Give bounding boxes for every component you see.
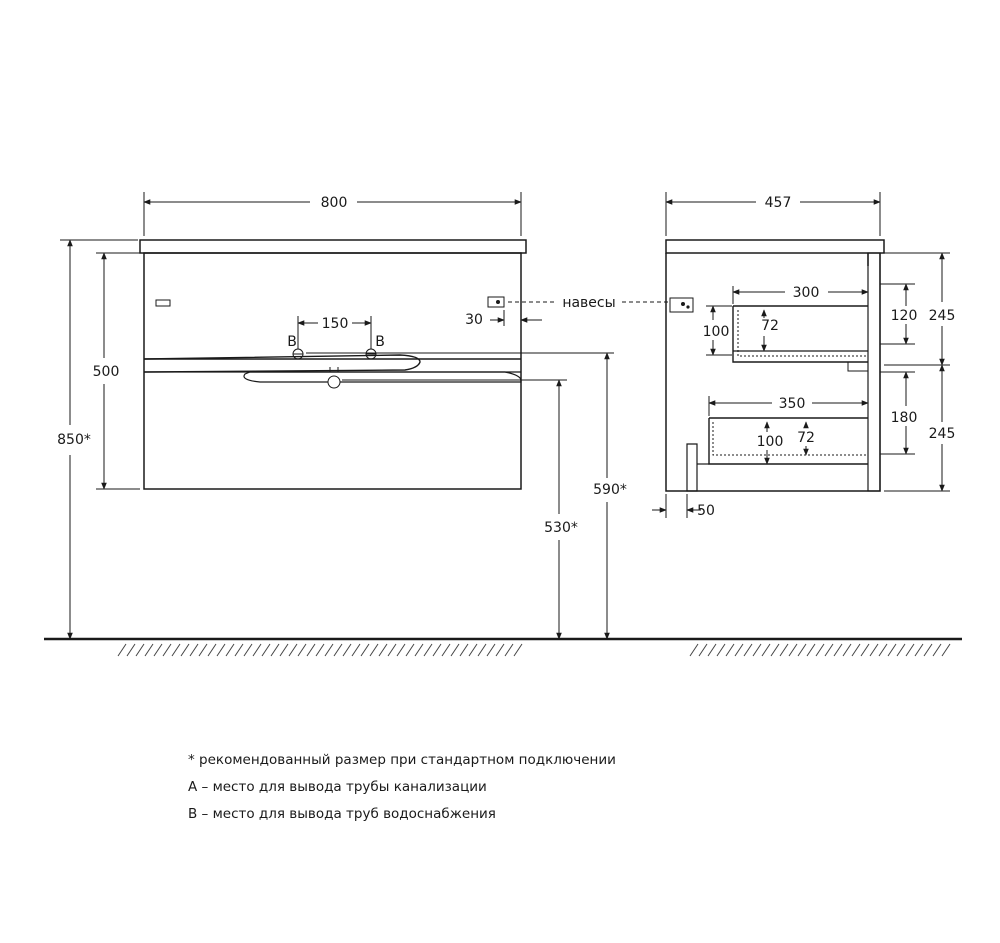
hatch-line	[789, 644, 797, 656]
lower-drawer-box	[709, 418, 868, 464]
hatch-line	[798, 644, 806, 656]
lower-section-height-label: 245	[928, 426, 956, 442]
hatch-line	[870, 644, 878, 656]
hatch-line	[753, 644, 761, 656]
hatch-line	[505, 644, 513, 656]
total-height-label: 850*	[57, 432, 91, 448]
hatch-line	[208, 644, 216, 656]
legend-notes	[188, 750, 616, 831]
hatch-line	[460, 644, 468, 656]
hatch-line	[316, 644, 324, 656]
hatch-line	[762, 644, 770, 656]
hatch-line	[888, 644, 896, 656]
floor-hatching-right	[690, 644, 950, 656]
upper-drawer-side-label: 72	[761, 318, 779, 334]
front-details	[156, 297, 504, 388]
hatch-line	[744, 644, 752, 656]
hatch-line	[181, 644, 189, 656]
hatch-line	[933, 644, 941, 656]
hatch-line	[163, 644, 171, 656]
hatch-line	[942, 644, 950, 656]
hatch-line	[906, 644, 914, 656]
hatch-line	[852, 644, 860, 656]
hatch-line	[406, 644, 414, 656]
hinge-offset-label: 30	[465, 312, 483, 328]
upper-drawer-box	[733, 306, 868, 362]
hatch-line	[217, 644, 225, 656]
hatch-line	[717, 644, 725, 656]
hatch-line	[298, 644, 306, 656]
hatch-line	[190, 644, 198, 656]
hatch-line	[118, 644, 126, 656]
lower-drawer-height-label: 180	[890, 410, 918, 426]
hatch-line	[424, 644, 432, 656]
supply-height-label: 590*	[593, 482, 627, 498]
toe-offset-label: 50	[697, 503, 715, 519]
hatch-line	[843, 644, 851, 656]
hatch-line	[780, 644, 788, 656]
countertop-front	[140, 240, 526, 253]
front-view-cabinet	[140, 240, 526, 489]
hatch-line	[136, 644, 144, 656]
countertop-side	[666, 240, 884, 253]
waste-a-icon	[328, 376, 340, 388]
waste-height-label: 530*	[544, 520, 578, 536]
hatch-line	[244, 644, 252, 656]
lower-drawer-side-label: 72	[797, 430, 815, 446]
hatch-line	[442, 644, 450, 656]
body-height-label: 500	[92, 364, 120, 380]
hatch-line	[879, 644, 887, 656]
hatch-line	[699, 644, 707, 656]
floor-hatching-left	[118, 644, 522, 656]
hatch-line	[478, 644, 486, 656]
hatch-line	[127, 644, 135, 656]
drawer-handle-upper	[144, 355, 420, 372]
hatch-line	[897, 644, 905, 656]
hatch-line	[307, 644, 315, 656]
tap-b-left-label: B	[287, 334, 297, 350]
hatch-line	[915, 644, 923, 656]
hatch-line	[816, 644, 824, 656]
hatch-line	[370, 644, 378, 656]
hatch-line	[271, 644, 279, 656]
lower-drawer-front	[687, 444, 697, 491]
hatch-line	[726, 644, 734, 656]
back-panel	[868, 253, 880, 491]
hatch-line	[735, 644, 743, 656]
hatch-line	[199, 644, 207, 656]
hatch-line	[352, 644, 360, 656]
note-recommended: * рекомендованный размер при стандартном подключении	[188, 752, 616, 768]
hatch-line	[825, 644, 833, 656]
hatch-line	[226, 644, 234, 656]
hatch-line	[834, 644, 842, 656]
hatch-line	[514, 644, 522, 656]
hinges-label: навесы	[562, 295, 616, 311]
note-waste-outlet: А – место для вывода трубы канализации	[188, 779, 487, 795]
hatch-line	[172, 644, 180, 656]
hatch-line	[397, 644, 405, 656]
hatch-line	[433, 644, 441, 656]
hatch-line	[289, 644, 297, 656]
hatch-line	[771, 644, 779, 656]
hatch-line	[415, 644, 423, 656]
hatch-line	[379, 644, 387, 656]
upper-drawer-depth-label: 300	[792, 285, 820, 301]
hatch-line	[334, 644, 342, 656]
floor	[44, 639, 962, 656]
hatch-line	[690, 644, 698, 656]
hatch-line	[708, 644, 716, 656]
hatch-line	[280, 644, 288, 656]
tap-spacing-label: 150	[321, 316, 349, 332]
front-dimensions	[60, 192, 670, 639]
hatch-line	[325, 644, 333, 656]
hatch-line	[361, 644, 369, 656]
hatch-line	[343, 644, 351, 656]
hinge-left-icon	[156, 300, 170, 306]
hatch-line	[924, 644, 932, 656]
hatch-line	[861, 644, 869, 656]
depth-label: 457	[764, 195, 792, 211]
hatch-line	[807, 644, 815, 656]
lower-drawer-inner-height-label: 100	[756, 434, 784, 450]
hatch-line	[235, 644, 243, 656]
upper-drawer-height-label: 120	[890, 308, 918, 324]
hatch-line	[262, 644, 270, 656]
hatch-line	[388, 644, 396, 656]
hatch-line	[469, 644, 477, 656]
note-water-supply: В – место для вывода труб водоснабжения	[188, 806, 496, 822]
hatch-line	[154, 644, 162, 656]
width-label: 800	[320, 195, 348, 211]
upper-section-height-label: 245	[928, 308, 956, 324]
hatch-line	[496, 644, 504, 656]
tap-b-right-label: B	[375, 334, 385, 350]
lower-drawer-depth-label: 350	[778, 396, 806, 412]
hatch-line	[487, 644, 495, 656]
upper-drawer-inner-height-label: 100	[702, 324, 730, 340]
hatch-line	[145, 644, 153, 656]
hatch-line	[451, 644, 459, 656]
hatch-line	[253, 644, 261, 656]
side-view-cabinet	[666, 240, 884, 491]
